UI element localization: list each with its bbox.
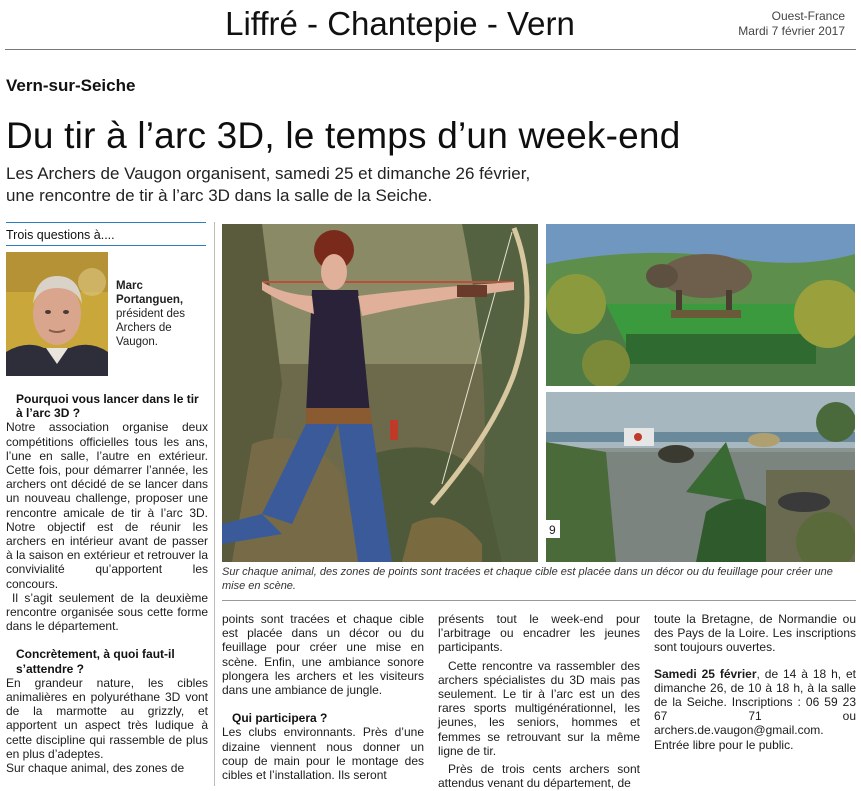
paragraph: points sont tracées et chaque cible est placée dans un décor ou du feuillage pour créer une mise en scène. Enfin, une ambiance sonore plongera les archers et les visiteurs dans une ambiance de jungle. [222,612,424,698]
publication-date: Mardi 7 février 2017 [738,24,845,38]
interviewee-name: Marc Portanguen, [116,280,184,306]
answer-2-continued: Sur chaque animal, des zones de [6,761,185,776]
archer-photo [222,224,538,562]
article-column-4 [654,612,856,752]
event-date: Samedi 25 février [654,666,757,681]
paragraph: toute la Bretagne, de Normandie ou des Pays de la Loire. Les inscriptions sont toujours ouvertes. [654,612,856,655]
article-column-3 [438,612,640,790]
answer-1-continued: Il s’agit seulement de la deuxième rencontre organisée sous cette forme dans le département. [6,590,208,634]
masthead-title: Liffré - Chantepie - Vern [225,5,575,42]
hall-targets-photo [546,392,855,562]
kicker: Trois questions à.... [6,228,115,242]
photo-caption: Sur chaque animal, des zones de points sont tracées et chaque cible est placée dans un décor ou du feuillage pour créer une mise en scène. [222,566,833,592]
paragraph: Près de trois cents archers sont attendus venant du département, de [438,762,640,791]
kicker-rule-top [6,222,206,223]
paragraph: Les clubs environnants. Près d’une dizaine viennent nous donner un coup de main pour le montage des cibles et l’installation. Ils seront [222,725,424,783]
article-column-2 [222,612,424,782]
publication-name: Ouest-France [771,9,845,23]
answer-2: En grandeur nature, les cibles animalières en polyuréthane 3D vont de la marmotte au grizzly, et apportent un aspect très ludique à cette discipline qui rassemble de plus en plus d’adeptes. [6,675,208,761]
portrait-caption [116,279,185,349]
masthead-rule [5,49,856,50]
section-label: Vern-sur-Seiche [6,76,136,95]
masthead-meta [738,9,845,39]
standfirst-line: une rencontre de tir à l’arc 3D dans la salle de la Seiche. [6,186,433,205]
paragraph: Cette rencontre va rassembler des archers spécialistes du 3D mais pas seulement. Le tir à l’arc est un des rares sports multigénérationnel, les jeunes, les seniors, hommes et femmes se retrouvant sur la même ligne de tir. [438,658,640,758]
interviewee-role: président des Archers de Vaugon. [116,308,186,348]
practical-info [654,667,856,752]
interview-column [6,392,208,775]
kicker-rule-bottom [6,245,206,246]
paragraph: présents tout le week-end pour l’arbitrage ou encadrer les jeunes participants. [438,612,640,655]
standfirst-line: Les Archers de Vaugon organisent, samedi 25 et dimanche 26 février, [6,164,531,183]
column-divider [214,222,215,786]
question-3: Qui participera ? [232,711,328,726]
headline: Du tir à l’arc 3D, le temps d’un week-end [6,115,681,156]
boar-target-photo [546,224,855,386]
event-details: , de 14 à 18 h, et dimanche 26, de 10 à 18 h, à la salle de la Seiche. Inscriptions : 06 59 23 67 71 ou archers.de.vaugon@gmail.com. Entrée libre pour le public. [654,666,856,752]
caption-rule [222,600,856,601]
answer-1: Notre association organise deux compétitions officielles tous les ans, l’une en salle, l’autre en extérieur. Cette fois, pour démarrer l’année, les archers ont décidé de se lancer dans un nouveau challenge, proposer une rencontre amicale de tir à l’arc 3D. Notre objectif est de réunir les archers en intérieur avant de passer à la saison en extérieur et retrouver la convivialité qu’apportent les concours. [6,420,208,591]
question-2: Concrètement, à quoi faut-il s’attendre ? [16,647,175,676]
question-1: Pourquoi vous lancer dans le tir à l’arc 3D ? [16,392,199,421]
standfirst [6,163,566,207]
target-number-badge: 9 [549,523,556,537]
portrait-photo [6,252,108,376]
